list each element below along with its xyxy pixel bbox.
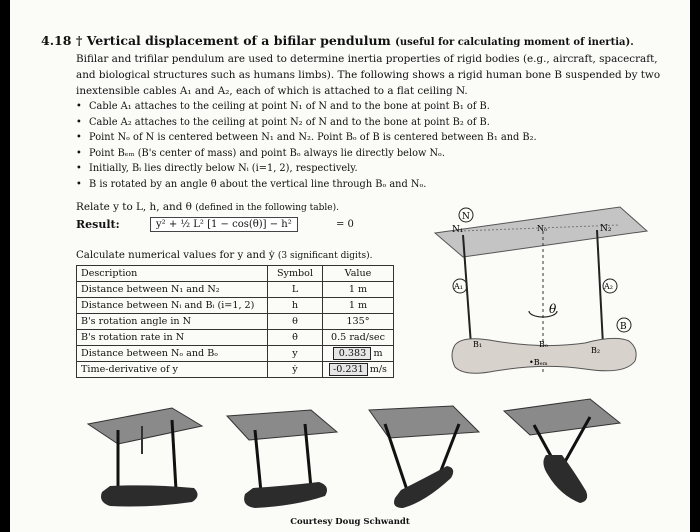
problem-title-text: Vertical displacement of a bifilar pendulum bbox=[86, 33, 391, 48]
header-symbol: Symbol bbox=[268, 266, 323, 282]
row-value: 0.5 rad/sec bbox=[323, 330, 394, 346]
row-description: Distance between N₁ and N₂ bbox=[77, 282, 268, 298]
table-row bbox=[77, 330, 394, 346]
dagger-mark: † bbox=[75, 33, 83, 48]
header-value: Value bbox=[323, 266, 394, 282]
table-row bbox=[77, 346, 394, 362]
table-row bbox=[77, 282, 394, 298]
table-row bbox=[77, 362, 394, 378]
row-description: Distance between Nₒ and Bₒ bbox=[77, 346, 268, 362]
calc-instruction bbox=[76, 250, 372, 261]
result-rhs: = 0 bbox=[336, 219, 354, 230]
row-description: B's rotation rate in N bbox=[77, 330, 268, 346]
answer-field-y[interactable]: 0.383 bbox=[333, 347, 371, 360]
label-bo: Bₒ bbox=[539, 340, 548, 349]
row-symbol: y bbox=[268, 346, 323, 362]
row-symbol: θ bbox=[268, 314, 323, 330]
label-bcm: •Bₑₘ bbox=[529, 358, 548, 367]
bullet-item: • Point Nₒ of N is centered between N₁ and N₂. Point Bₒ of B is centered between B₁ and B₂. bbox=[76, 130, 537, 146]
row-symbol: h bbox=[268, 298, 323, 314]
answer-field-ydot[interactable]: -0.231 bbox=[329, 363, 368, 376]
header-description: Description bbox=[77, 266, 268, 282]
label-n2: N₂ bbox=[600, 224, 612, 234]
photo-pendulum-2 bbox=[215, 402, 345, 512]
relate-text: Relate y to L, h, and θ bbox=[76, 201, 192, 213]
pendulum-diagram bbox=[425, 195, 650, 385]
problem-intro: Bifilar and trifilar pendulum are used to determine inertia properties of rigid bodies (e.g., aircraft, spacecraft, and biological structures such as humans limbs). The following shows a rigid human bone B suspended by two inextensible cables A₁ and A₂, each of which is attached to a flat ceiling N. bbox=[76, 53, 661, 97]
bullet-item: • Cable A₂ attaches to the ceiling at point N₂ of N and to the bone at point B₂ of B. bbox=[76, 115, 537, 131]
unit-label: m/s bbox=[369, 364, 387, 375]
bullet-item: • Initially, Bᵢ lies directly below Nᵢ (i=1, 2), respectively. bbox=[76, 161, 537, 177]
problem-title bbox=[41, 33, 634, 48]
textbook-page bbox=[10, 0, 690, 532]
label-b2: B₂ bbox=[591, 346, 601, 355]
problem-title-note: (useful for calculating moment of inertia). bbox=[395, 37, 634, 48]
assumption-list bbox=[76, 99, 537, 193]
label-a1: A₁ bbox=[454, 282, 463, 291]
row-symbol: L bbox=[268, 282, 323, 298]
table-row bbox=[77, 298, 394, 314]
row-value: 135° bbox=[323, 314, 394, 330]
calc-text: Calculate numerical values for y and ẏ bbox=[76, 250, 275, 261]
bullet-item: • B is rotated by an angle θ about the vertical line through Bₒ and Nₒ. bbox=[76, 177, 537, 193]
label-b: B bbox=[620, 322, 627, 332]
row-value: 1 m bbox=[323, 298, 394, 314]
label-no: Nₒ bbox=[537, 224, 548, 233]
table-row bbox=[77, 314, 394, 330]
row-value-cell bbox=[323, 346, 394, 362]
row-description: Time-derivative of y bbox=[77, 362, 268, 378]
row-symbol: θ̇ bbox=[268, 330, 323, 346]
row-description: B's rotation angle in N bbox=[77, 314, 268, 330]
result-equation-box[interactable]: y² + ½ L² [1 − cos(θ)] − h² bbox=[150, 217, 298, 232]
photo-pendulum-3 bbox=[355, 398, 485, 513]
row-value-cell bbox=[323, 362, 394, 378]
photo-credit: Courtesy Doug Schwandt bbox=[290, 517, 410, 527]
label-a2: A₂ bbox=[604, 282, 613, 291]
cable-a2 bbox=[597, 230, 603, 345]
table-header-row bbox=[77, 266, 394, 282]
row-symbol: ẏ bbox=[268, 362, 323, 378]
bullet-item: • Point Bₑₘ (B's center of mass) and point Bₒ always lie directly below Nₒ. bbox=[76, 146, 537, 162]
row-value: 1 m bbox=[323, 282, 394, 298]
bullet-item: • Cable A₁ attaches to the ceiling at point N₁ of N and to the bone at point B₁ of B. bbox=[76, 99, 537, 115]
row-description: Distance between Nᵢ and Bᵢ (i=1, 2) bbox=[77, 298, 268, 314]
parameter-table bbox=[76, 265, 394, 378]
label-n: N bbox=[462, 212, 470, 222]
photo-pendulum-4 bbox=[490, 395, 630, 510]
label-n1: N₁ bbox=[452, 225, 464, 235]
relate-note: (defined in the following table). bbox=[195, 203, 339, 213]
unit-label: m bbox=[373, 348, 383, 359]
calc-note: (3 significant digits). bbox=[277, 251, 373, 261]
label-b1: B₁ bbox=[473, 340, 483, 349]
label-theta: θ bbox=[549, 302, 557, 316]
relate-instruction bbox=[76, 201, 339, 213]
result-label: Result: bbox=[76, 218, 120, 231]
problem-number: 4.18 bbox=[41, 33, 72, 48]
photo-pendulum-1 bbox=[80, 402, 210, 512]
